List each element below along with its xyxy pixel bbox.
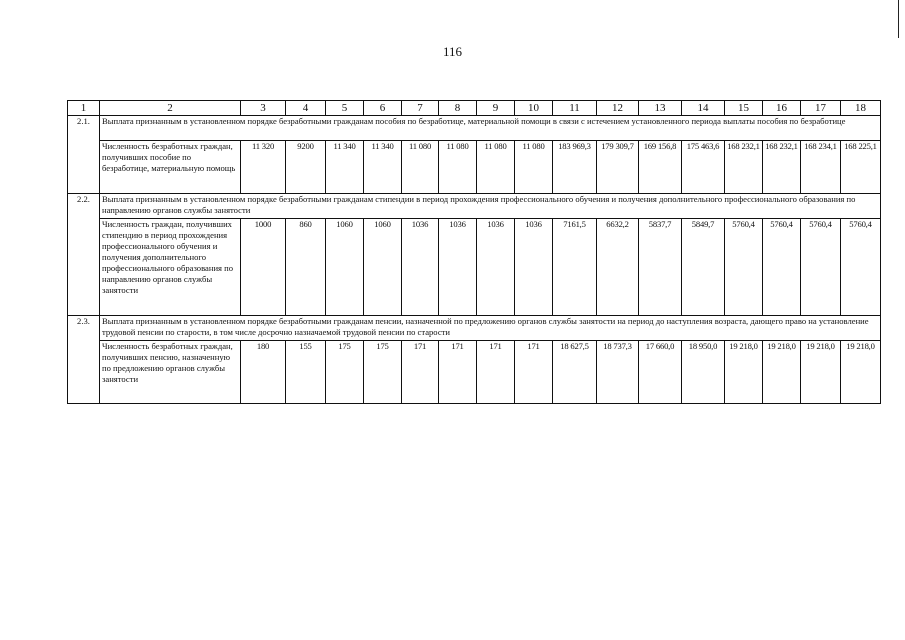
header-cell: 7: [402, 101, 439, 116]
header-cell: 17: [801, 101, 841, 116]
value-cell: 19 218,0: [725, 341, 763, 404]
value-cell: 1000: [241, 219, 286, 316]
value-cell: 9200: [286, 141, 326, 194]
value-cell: 19 218,0: [841, 341, 881, 404]
section-number: 2.3.: [68, 316, 100, 404]
header-cell: 8: [439, 101, 477, 116]
table-row: [68, 141, 881, 194]
section-row: [68, 316, 881, 341]
value-cell: 168 232,1: [763, 141, 801, 194]
header-cell: 10: [515, 101, 553, 116]
section-title: Выплата признанным в установленном порядке безработными гражданам пособия по безработице, материальной помощи в связи с истечением установленного периода выплаты пособия по безработице: [100, 116, 881, 141]
data-table: [67, 100, 881, 404]
value-cell: 155: [286, 341, 326, 404]
section-row: [68, 194, 881, 219]
section-title: Выплата признанным в установленном порядке безработными гражданам пенсии, назначенной по предложению органов службы занятости на период до наступления возраста, дающего право на установление трудовой пенсии по старости, в том числе досрочно назначаемой трудовой пенсии по старости: [100, 316, 881, 341]
value-cell: 1036: [515, 219, 553, 316]
value-cell: 860: [286, 219, 326, 316]
value-cell: 171: [402, 341, 439, 404]
value-cell: 5760,4: [801, 219, 841, 316]
value-cell: 18 737,3: [597, 341, 639, 404]
value-cell: 11 080: [477, 141, 515, 194]
value-cell: 171: [515, 341, 553, 404]
header-cell: 11: [553, 101, 597, 116]
value-cell: 1060: [364, 219, 402, 316]
value-cell: 1036: [439, 219, 477, 316]
value-cell: 1060: [326, 219, 364, 316]
value-cell: 179 309,7: [597, 141, 639, 194]
page-number: 116: [442, 44, 463, 59]
value-cell: 18 950,0: [682, 341, 725, 404]
value-cell: 11 340: [326, 141, 364, 194]
value-cell: 5760,4: [763, 219, 801, 316]
value-cell: 175: [326, 341, 364, 404]
section-number: 2.1.: [68, 116, 100, 194]
value-cell: 168 225,1: [841, 141, 881, 194]
value-cell: 11 080: [439, 141, 477, 194]
value-cell: 11 320: [241, 141, 286, 194]
header-cell: 6: [364, 101, 402, 116]
header-cell: 1: [68, 101, 100, 116]
value-cell: 175 463,6: [682, 141, 725, 194]
header-cell: 18: [841, 101, 881, 116]
row-label: Численность безработных граждан, получивших пенсию, назначенную по предложению органов службы занятости: [100, 341, 241, 404]
header-cell: 14: [682, 101, 725, 116]
header-cell: 3: [241, 101, 286, 116]
section-title: Выплата признанным в установленном порядке безработными гражданам стипендии в период прохождения профессионального обучения и получения дополнительного профессионального образования по направлению органов службы занятости: [100, 194, 881, 219]
value-cell: 175: [364, 341, 402, 404]
table-row: [68, 219, 881, 316]
value-cell: 17 660,0: [639, 341, 682, 404]
value-cell: 5837,7: [639, 219, 682, 316]
value-cell: 11 080: [515, 141, 553, 194]
section-row: [68, 116, 881, 141]
value-cell: 19 218,0: [763, 341, 801, 404]
value-cell: 168 234,1: [801, 141, 841, 194]
value-cell: 18 627,5: [553, 341, 597, 404]
edge-mark: [898, 0, 899, 38]
value-cell: 171: [477, 341, 515, 404]
table-row: [68, 341, 881, 404]
value-cell: 5760,4: [841, 219, 881, 316]
value-cell: 6632,2: [597, 219, 639, 316]
header-cell: 16: [763, 101, 801, 116]
header-cell: 5: [326, 101, 364, 116]
value-cell: 180: [241, 341, 286, 404]
section-number: 2.2.: [68, 194, 100, 316]
value-cell: 11 080: [402, 141, 439, 194]
header-cell: 15: [725, 101, 763, 116]
value-cell: 1036: [402, 219, 439, 316]
header-cell: 13: [639, 101, 682, 116]
value-cell: 169 156,8: [639, 141, 682, 194]
row-label: Численность безработных граждан, получивших пособие по безработице, материальную помощь: [100, 141, 241, 194]
value-cell: 171: [439, 341, 477, 404]
value-cell: 5760,4: [725, 219, 763, 316]
value-cell: 5849,7: [682, 219, 725, 316]
header-row: [68, 101, 881, 116]
value-cell: 183 969,3: [553, 141, 597, 194]
header-cell: 4: [286, 101, 326, 116]
header-cell: 2: [100, 101, 241, 116]
value-cell: 1036: [477, 219, 515, 316]
value-cell: 7161,5: [553, 219, 597, 316]
header-cell: 12: [597, 101, 639, 116]
row-label: Численность граждан, получивших стипендию в период прохождения профессионального обучения и получения дополнительного профессионального образования по направлению органов службы занятости: [100, 219, 241, 316]
value-cell: 11 340: [364, 141, 402, 194]
value-cell: 168 232,1: [725, 141, 763, 194]
value-cell: 19 218,0: [801, 341, 841, 404]
header-cell: 9: [477, 101, 515, 116]
